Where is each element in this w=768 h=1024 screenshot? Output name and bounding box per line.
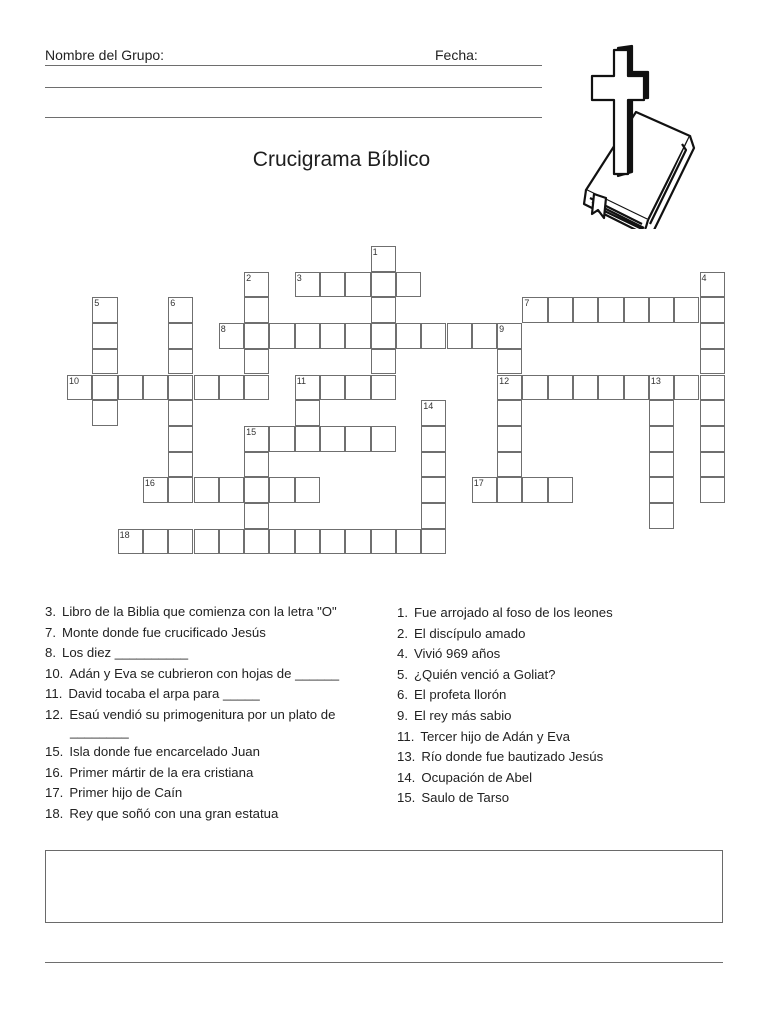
clue-number: 10 bbox=[69, 375, 80, 386]
grid-cell[interactable] bbox=[67, 375, 92, 401]
grid-cell[interactable] bbox=[598, 375, 623, 401]
grid-cell[interactable] bbox=[674, 297, 699, 323]
across-clue bbox=[45, 664, 385, 685]
grid-cell[interactable] bbox=[421, 452, 446, 478]
clue-number: 6 bbox=[170, 298, 176, 309]
clue-text: Adán y Eva se cubrieron con hojas de ______ bbox=[69, 665, 340, 681]
clue-text: El rey más sabio bbox=[414, 707, 512, 723]
grid-cell[interactable] bbox=[345, 272, 370, 298]
grid-cell[interactable] bbox=[700, 323, 725, 349]
grid-cell[interactable] bbox=[700, 477, 725, 503]
grid-cell[interactable] bbox=[497, 477, 522, 503]
grid-cell[interactable] bbox=[269, 323, 294, 349]
grid-cell[interactable] bbox=[700, 400, 725, 426]
grid-cell[interactable] bbox=[522, 297, 547, 323]
grid-cell[interactable] bbox=[118, 375, 143, 401]
grid-cell[interactable] bbox=[244, 272, 269, 298]
grid-cell[interactable] bbox=[345, 529, 370, 555]
down-clue bbox=[397, 685, 697, 706]
clue-number: 3. bbox=[45, 604, 56, 619]
clue-number: 17 bbox=[473, 478, 484, 489]
grid-cell[interactable] bbox=[548, 375, 573, 401]
clue-text: Río donde fue bautizado Jesús bbox=[421, 749, 604, 765]
grid-cell[interactable] bbox=[92, 323, 117, 349]
grid-cell[interactable] bbox=[320, 529, 345, 555]
grid-cell[interactable] bbox=[649, 477, 674, 503]
clue-text: Ocupación de Abel bbox=[421, 769, 533, 785]
grid-cell[interactable] bbox=[244, 297, 269, 323]
grid-cell[interactable] bbox=[269, 426, 294, 452]
grid-cell[interactable] bbox=[92, 400, 117, 426]
clue-number: 16. bbox=[45, 764, 64, 780]
grid-cell[interactable] bbox=[194, 477, 219, 503]
clue-text: Saulo de Tarso bbox=[421, 790, 510, 806]
grid-cell[interactable] bbox=[244, 349, 269, 375]
date-label: Fecha: bbox=[435, 47, 478, 63]
clue-number: 11 bbox=[296, 375, 307, 386]
grid-cell[interactable] bbox=[421, 323, 446, 349]
clue-number: 12. bbox=[45, 706, 64, 722]
grid-cell[interactable] bbox=[219, 529, 244, 555]
grid-cell[interactable] bbox=[497, 452, 522, 478]
grid-cell[interactable] bbox=[522, 477, 547, 503]
grid-cell[interactable] bbox=[598, 297, 623, 323]
grid-cell[interactable] bbox=[295, 323, 320, 349]
grid-cell[interactable] bbox=[371, 297, 396, 323]
clue-number: 15. bbox=[45, 743, 64, 759]
clue-number: 9. bbox=[397, 707, 408, 723]
across-clue bbox=[45, 602, 385, 623]
clue-number: 18. bbox=[45, 805, 64, 821]
grid-cell[interactable] bbox=[295, 272, 320, 298]
grid-cell[interactable] bbox=[143, 529, 168, 555]
grid-cell[interactable] bbox=[497, 349, 522, 375]
grid-cell[interactable] bbox=[92, 375, 117, 401]
down-clue bbox=[397, 768, 697, 789]
grid-cell[interactable] bbox=[700, 349, 725, 375]
grid-cell[interactable] bbox=[92, 297, 117, 323]
across-clue bbox=[45, 684, 385, 705]
grid-cell[interactable] bbox=[396, 529, 421, 555]
bottom-line bbox=[45, 962, 723, 963]
grid-cell[interactable] bbox=[649, 452, 674, 478]
clue-text: Tercer hijo de Adán y Eva bbox=[420, 728, 570, 744]
grid-cell[interactable] bbox=[320, 323, 345, 349]
grid-cell[interactable] bbox=[649, 375, 674, 401]
grid-cell[interactable] bbox=[219, 375, 244, 401]
grid-cell[interactable] bbox=[497, 375, 522, 401]
grid-cell[interactable] bbox=[674, 375, 699, 401]
down-clues-list bbox=[397, 603, 697, 809]
grid-cell[interactable] bbox=[168, 349, 193, 375]
grid-cell[interactable] bbox=[143, 375, 168, 401]
clue-number: 13. bbox=[397, 749, 416, 765]
clue-number: 18 bbox=[119, 529, 130, 540]
clue-blank: ________ bbox=[70, 723, 129, 739]
grid-cell[interactable] bbox=[244, 529, 269, 555]
grid-cell[interactable] bbox=[118, 529, 143, 555]
grid-cell[interactable] bbox=[194, 529, 219, 555]
clue-text: Primer mártir de la era cristiana bbox=[69, 764, 254, 780]
clue-number: 3 bbox=[296, 272, 302, 283]
clue-number: 4. bbox=[397, 646, 408, 662]
clue-number: 17. bbox=[45, 785, 64, 801]
clue-text: David tocaba el arpa para _____ bbox=[68, 686, 260, 702]
grid-cell[interactable] bbox=[269, 477, 294, 503]
grid-cell[interactable] bbox=[295, 375, 320, 401]
clue-number: 5 bbox=[94, 298, 100, 309]
across-clue bbox=[45, 705, 385, 742]
clue-number: 13 bbox=[650, 375, 661, 386]
grid-cell[interactable] bbox=[700, 452, 725, 478]
clue-number: 15 bbox=[246, 426, 257, 437]
grid-cell[interactable] bbox=[649, 503, 674, 529]
grid-cell[interactable] bbox=[320, 426, 345, 452]
grid-cell[interactable] bbox=[421, 503, 446, 529]
clue-number: 5. bbox=[397, 666, 408, 682]
grid-cell[interactable] bbox=[345, 426, 370, 452]
grid-cell[interactable] bbox=[700, 297, 725, 323]
clue-number: 10. bbox=[45, 665, 64, 681]
grid-cell[interactable] bbox=[447, 323, 472, 349]
across-clues-list bbox=[45, 602, 385, 824]
clue-number: 11. bbox=[397, 728, 415, 744]
grid-cell[interactable] bbox=[168, 529, 193, 555]
grid-cell[interactable] bbox=[295, 477, 320, 503]
clue-text: ¿Quién venció a Goliat? bbox=[414, 666, 556, 682]
grid-cell[interactable] bbox=[371, 529, 396, 555]
grid-cell[interactable] bbox=[624, 297, 649, 323]
grid-cell[interactable] bbox=[421, 426, 446, 452]
grid-cell[interactable] bbox=[295, 529, 320, 555]
clue-number: 7 bbox=[524, 298, 530, 309]
clue-number: 7. bbox=[45, 624, 56, 640]
across-clue bbox=[45, 804, 385, 825]
clue-number: 14. bbox=[397, 769, 416, 785]
across-clue bbox=[45, 643, 385, 664]
grid-cell[interactable] bbox=[700, 426, 725, 452]
down-clue bbox=[397, 747, 697, 768]
clue-number: 12 bbox=[499, 375, 510, 386]
across-clue bbox=[45, 763, 385, 784]
clue-text: Rey que soñó con una gran estatua bbox=[69, 805, 279, 821]
down-clue bbox=[397, 603, 697, 624]
grid-cell[interactable] bbox=[371, 349, 396, 375]
grid-cell[interactable] bbox=[396, 272, 421, 298]
clue-number: 11. bbox=[45, 686, 63, 702]
page-title: Crucigrama Bíblico bbox=[252, 148, 431, 171]
clue-text: Libro de la Biblia que comienza con la letra "O" bbox=[62, 604, 337, 619]
grid-cell[interactable] bbox=[573, 375, 598, 401]
clue-text: Fue arrojado al foso de los leones bbox=[414, 605, 613, 620]
grid-cell[interactable] bbox=[143, 477, 168, 503]
clue-number: 8. bbox=[45, 645, 56, 661]
clue-number: 4 bbox=[701, 272, 707, 283]
grid-cell[interactable] bbox=[168, 297, 193, 323]
grid-cell[interactable] bbox=[244, 426, 269, 452]
grid-cell[interactable] bbox=[168, 426, 193, 452]
down-clue bbox=[397, 727, 697, 748]
grid-cell[interactable] bbox=[219, 323, 244, 349]
grid-cell[interactable] bbox=[472, 477, 497, 503]
grid-cell[interactable] bbox=[649, 297, 674, 323]
down-clue bbox=[397, 665, 697, 686]
grid-cell[interactable] bbox=[421, 477, 446, 503]
grid-cell[interactable] bbox=[497, 323, 522, 349]
grid-cell[interactable] bbox=[244, 375, 269, 401]
clue-text: Los diez __________ bbox=[62, 645, 189, 661]
grid-cell[interactable] bbox=[168, 452, 193, 478]
grid-cell[interactable] bbox=[244, 477, 269, 503]
grid-cell[interactable] bbox=[624, 375, 649, 401]
down-clue bbox=[397, 644, 697, 665]
clue-number: 2. bbox=[397, 625, 408, 641]
grid-cell[interactable] bbox=[396, 323, 421, 349]
clue-text: Monte donde fue crucificado Jesús bbox=[62, 624, 266, 640]
grid-cell[interactable] bbox=[649, 400, 674, 426]
clue-text: El discípulo amado bbox=[414, 625, 526, 641]
grid-cell[interactable] bbox=[548, 477, 573, 503]
grid-cell[interactable] bbox=[497, 400, 522, 426]
clue-number: 15. bbox=[397, 790, 416, 806]
grid-cell[interactable] bbox=[371, 246, 396, 272]
grid-cell[interactable] bbox=[421, 529, 446, 555]
grid-cell[interactable] bbox=[371, 426, 396, 452]
grid-cell[interactable] bbox=[472, 323, 497, 349]
grid-cell[interactable] bbox=[295, 400, 320, 426]
clue-number: 14 bbox=[423, 401, 434, 412]
grid-cell[interactable] bbox=[168, 477, 193, 503]
across-clue bbox=[45, 742, 385, 763]
grid-cell[interactable] bbox=[548, 297, 573, 323]
grid-cell[interactable] bbox=[269, 529, 294, 555]
grid-cell[interactable] bbox=[573, 297, 598, 323]
clue-text: El profeta llorón bbox=[414, 687, 507, 703]
across-clue bbox=[45, 783, 385, 804]
grid-cell[interactable] bbox=[244, 452, 269, 478]
down-clue bbox=[397, 706, 697, 727]
group-name-label: Nombre del Grupo: bbox=[45, 47, 165, 63]
grid-cell[interactable] bbox=[168, 375, 193, 401]
clue-number: 16 bbox=[144, 478, 155, 489]
clue-text: Isla donde fue encarcelado Juan bbox=[69, 743, 260, 759]
clue-text: Primer hijo de Caín bbox=[69, 785, 183, 801]
clue-number: 8 bbox=[220, 324, 226, 335]
answer-box[interactable] bbox=[45, 850, 723, 923]
grid-cell[interactable] bbox=[92, 349, 117, 375]
grid-cell[interactable] bbox=[244, 503, 269, 529]
clue-number: 9 bbox=[499, 324, 505, 335]
grid-cell[interactable] bbox=[345, 323, 370, 349]
grid-cell[interactable] bbox=[371, 272, 396, 298]
grid-cell[interactable] bbox=[219, 477, 244, 503]
grid-cell[interactable] bbox=[244, 323, 269, 349]
grid-cell[interactable] bbox=[295, 426, 320, 452]
down-clue bbox=[397, 788, 697, 809]
grid-cell[interactable] bbox=[168, 323, 193, 349]
clue-number: 6. bbox=[397, 687, 408, 703]
grid-cell[interactable] bbox=[345, 375, 370, 401]
grid-cell[interactable] bbox=[700, 375, 725, 401]
grid-cell[interactable] bbox=[194, 375, 219, 401]
grid-cell[interactable] bbox=[421, 400, 446, 426]
grid-cell[interactable] bbox=[320, 272, 345, 298]
across-clue bbox=[45, 623, 385, 644]
clue-number: 1. bbox=[397, 605, 408, 620]
grid-cell[interactable] bbox=[168, 400, 193, 426]
clue-number: 2 bbox=[246, 272, 252, 283]
grid-cell[interactable] bbox=[700, 272, 725, 298]
grid-cell[interactable] bbox=[649, 426, 674, 452]
clue-number: 1 bbox=[372, 247, 378, 257]
grid-cell[interactable] bbox=[320, 375, 345, 401]
down-clue bbox=[397, 624, 697, 645]
grid-cell[interactable] bbox=[371, 323, 396, 349]
clue-text: Esaú vendió su primogenitura por un plato de bbox=[69, 706, 336, 722]
grid-cell[interactable] bbox=[371, 375, 396, 401]
grid-cell[interactable] bbox=[522, 375, 547, 401]
clue-text: Vivió 969 años bbox=[414, 646, 501, 662]
grid-cell[interactable] bbox=[497, 426, 522, 452]
